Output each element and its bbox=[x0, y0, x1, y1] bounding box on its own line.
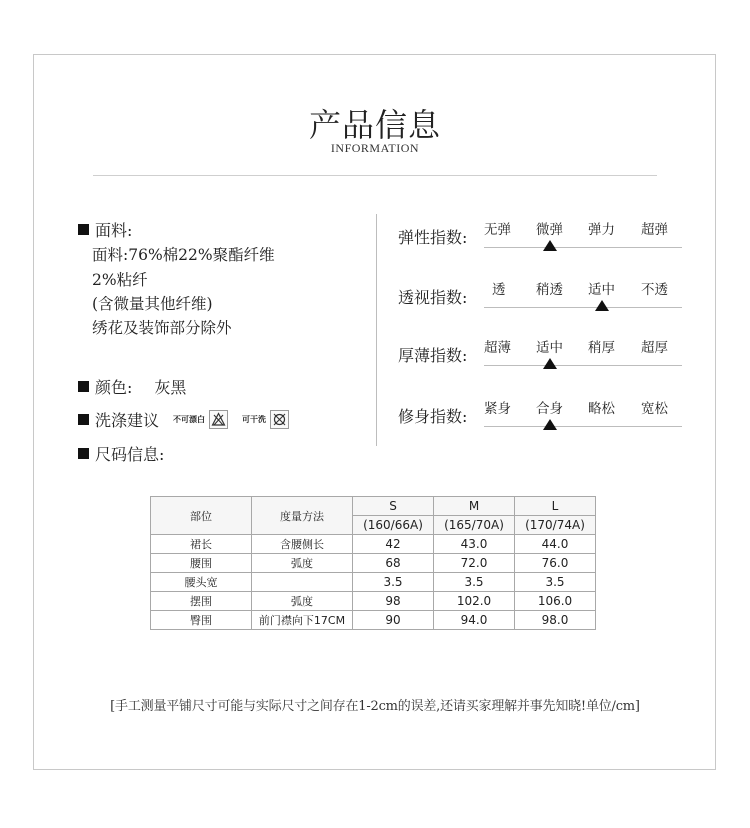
color-label: 颜色: bbox=[95, 378, 133, 397]
cell-value: 3.5 bbox=[434, 573, 515, 592]
fabric-line: 绣花及装饰部分除外 bbox=[92, 319, 232, 337]
index-selected-marker-icon bbox=[543, 358, 557, 369]
bullet-square-icon bbox=[78, 414, 89, 425]
header-size-name: S bbox=[353, 497, 434, 516]
header-part: 部位 bbox=[151, 497, 252, 535]
index-option: 无弹 bbox=[484, 222, 511, 238]
index-selected-marker-icon bbox=[543, 240, 557, 251]
index-label: 厚薄指数: bbox=[398, 346, 468, 365]
index-selected-marker-icon bbox=[595, 300, 609, 311]
size-info-label: 尺码信息: bbox=[95, 445, 165, 464]
cell-value: 106.0 bbox=[515, 592, 596, 611]
index-option: 微弹 bbox=[536, 222, 563, 238]
bullet-square-icon bbox=[78, 224, 89, 235]
index-label: 透视指数: bbox=[398, 288, 468, 307]
cell-value: 90 bbox=[353, 611, 434, 630]
index-option: 稍厚 bbox=[588, 340, 615, 356]
cell-method: 弧度 bbox=[252, 592, 353, 611]
index-option: 透 bbox=[492, 282, 506, 298]
cell-value: 98 bbox=[353, 592, 434, 611]
fabric-label: 面料: bbox=[95, 221, 133, 240]
index-option: 不透 bbox=[641, 282, 668, 298]
cell-method: 含腰侧长 bbox=[252, 535, 353, 554]
header-size-code: (160/66A) bbox=[353, 516, 434, 535]
header-size-code: (165/70A) bbox=[434, 516, 515, 535]
index-option: 略松 bbox=[588, 401, 615, 417]
fabric-heading bbox=[78, 218, 132, 241]
cell-value: 3.5 bbox=[515, 573, 596, 592]
table-row bbox=[151, 535, 596, 554]
index-option: 宽松 bbox=[641, 401, 668, 417]
wash-item-label: 不可漂白 bbox=[173, 415, 206, 424]
index-option: 稍透 bbox=[536, 282, 563, 298]
index-option: 弹力 bbox=[588, 222, 615, 238]
color-value: 灰黑 bbox=[154, 378, 187, 397]
cell-method: 前门襟向下17CM bbox=[252, 611, 353, 630]
index-label: 修身指数: bbox=[398, 407, 468, 426]
fabric-line: (含微量其他纤维) bbox=[92, 295, 213, 313]
cell-part: 臀围 bbox=[151, 611, 252, 630]
cell-part: 腰围 bbox=[151, 554, 252, 573]
index-option: 合身 bbox=[536, 401, 563, 417]
bullet-square-icon bbox=[78, 381, 89, 392]
wash-label: 洗涤建议 bbox=[95, 411, 160, 430]
header-size-code: (170/74A) bbox=[515, 516, 596, 535]
cell-value: 76.0 bbox=[515, 554, 596, 573]
cell-method: 弧度 bbox=[252, 554, 353, 573]
no-bleach-icon bbox=[209, 410, 228, 429]
color-row bbox=[78, 375, 186, 398]
index-option: 超厚 bbox=[641, 340, 668, 356]
cell-value: 42 bbox=[353, 535, 434, 554]
dry-clean-icon bbox=[270, 410, 289, 429]
size-table bbox=[150, 496, 596, 630]
index-scale-line bbox=[484, 426, 682, 427]
cell-value: 68 bbox=[353, 554, 434, 573]
cell-part: 摆围 bbox=[151, 592, 252, 611]
table-row bbox=[151, 611, 596, 630]
index-scale-line bbox=[484, 307, 682, 308]
page-subtitle: INFORMATION bbox=[330, 141, 420, 155]
cell-value: 44.0 bbox=[515, 535, 596, 554]
wash-item-label: 可干洗 bbox=[242, 415, 267, 424]
cell-value: 98.0 bbox=[515, 611, 596, 630]
header-divider bbox=[93, 175, 657, 176]
index-option: 超薄 bbox=[484, 340, 511, 356]
index-label: 弹性指数: bbox=[398, 228, 468, 247]
index-scale-line bbox=[484, 365, 682, 366]
table-row bbox=[151, 573, 596, 592]
index-selected-marker-icon bbox=[543, 419, 557, 430]
size-info-heading bbox=[78, 442, 164, 465]
index-option: 紧身 bbox=[484, 401, 511, 417]
header-method: 度量方法 bbox=[252, 497, 353, 535]
index-scale-line bbox=[484, 247, 682, 248]
page-title: 产品信息 bbox=[308, 106, 441, 144]
cell-value: 102.0 bbox=[434, 592, 515, 611]
cell-value: 94.0 bbox=[434, 611, 515, 630]
index-option: 适中 bbox=[536, 340, 563, 356]
table-row bbox=[151, 592, 596, 611]
bullet-square-icon bbox=[78, 448, 89, 459]
column-divider bbox=[376, 214, 377, 446]
cell-value: 3.5 bbox=[353, 573, 434, 592]
index-option: 适中 bbox=[588, 282, 615, 298]
header-size-name: L bbox=[515, 497, 596, 516]
fabric-line: 2%粘纤 bbox=[92, 271, 148, 289]
measurement-note: [手工测量平铺尺寸可能与实际尺寸之间存在1-2cm的误差,还请买家理解并事先知晓!单位/cm] bbox=[110, 699, 640, 714]
table-row bbox=[151, 554, 596, 573]
header-size-name: M bbox=[434, 497, 515, 516]
cell-part: 腰头宽 bbox=[151, 573, 252, 592]
cell-value: 72.0 bbox=[434, 554, 515, 573]
index-option: 超弹 bbox=[641, 222, 668, 238]
wash-row bbox=[78, 408, 289, 431]
fabric-line: 面料:76%棉22%聚酯纤维 bbox=[92, 246, 275, 264]
cell-value: 43.0 bbox=[434, 535, 515, 554]
cell-part: 裙长 bbox=[151, 535, 252, 554]
cell-method bbox=[252, 573, 353, 592]
